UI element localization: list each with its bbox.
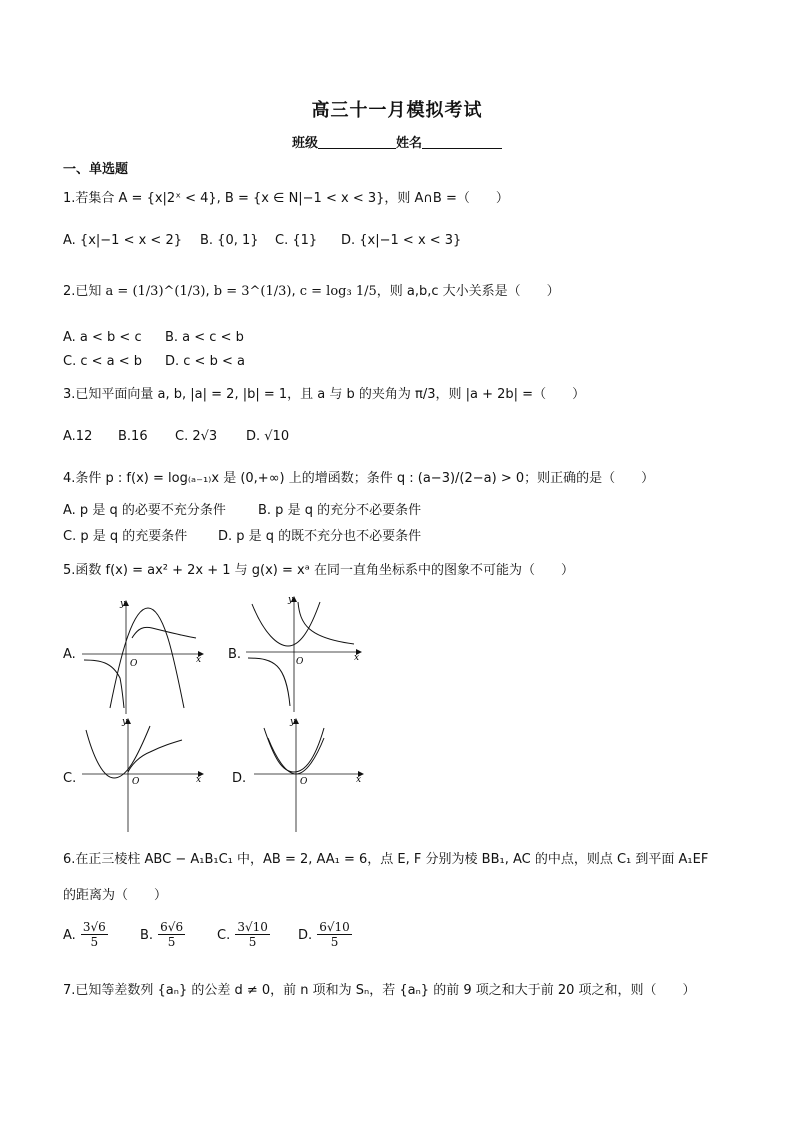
denominator: 5 bbox=[90, 935, 99, 949]
question-7-stem: 7.已知等差数列 {aₙ} 的公差 d ≠ 0，前 n 项和为 Sₙ，若 {aₙ} 的前 9 项之和大于前 20 项之和，则（ ） bbox=[63, 983, 696, 998]
power-curve-left bbox=[84, 660, 124, 708]
origin-label: O bbox=[130, 659, 138, 669]
question-6-stem-line2: 的距离为（ ） bbox=[63, 888, 168, 903]
q2-a-eq: a = (1/3)^(1/3) bbox=[105, 284, 206, 299]
section-heading: 一、单选题 bbox=[63, 162, 129, 177]
question-6-option-a bbox=[63, 920, 108, 949]
question-1-option-a: A. {x|−1 < x < 2} bbox=[63, 233, 182, 248]
question-4-option-c: C. p 是 q 的充要条件 bbox=[63, 529, 188, 544]
name-label: 姓名 bbox=[396, 136, 423, 151]
question-1-option-b: B. {0, 1} bbox=[200, 233, 259, 248]
x-axis-label: x bbox=[356, 775, 362, 785]
q5-graph-c bbox=[80, 716, 210, 834]
q2-c-eq: c = log₃ 1/5 bbox=[299, 284, 377, 299]
student-info bbox=[0, 132, 794, 151]
power-curve-left bbox=[248, 658, 290, 706]
numerator: 6√6 bbox=[160, 920, 184, 934]
x-axis-label: x bbox=[196, 775, 202, 785]
question-3-option-b: B.16 bbox=[118, 429, 148, 444]
question-4-option-b: B. p 是 q 的充分不必要条件 bbox=[258, 503, 422, 518]
numerator: 3√10 bbox=[237, 920, 268, 934]
question-6-option-d bbox=[298, 920, 352, 949]
question-2-option-a: A. a < b < c bbox=[63, 330, 142, 345]
question-3-option-c: C. 2√3 bbox=[175, 429, 218, 444]
exam-title: 高三十一月模拟考试 bbox=[311, 100, 483, 121]
parabola-curve bbox=[86, 726, 150, 778]
class-blank[interactable] bbox=[318, 136, 396, 149]
option-fraction bbox=[158, 920, 185, 949]
option-label: A. bbox=[63, 928, 76, 943]
q5-graph-b bbox=[244, 594, 368, 714]
question-4-stem: 4.条件 p : f(x) = log₍ₐ₋₁₎x 是 (0,+∞) 上的增函数；条件 q : (a−3)/(2−a) > 0；则正确的是（ ） bbox=[63, 471, 655, 486]
question-3-option-d: D. √10 bbox=[246, 429, 290, 444]
origin-label: O bbox=[132, 777, 140, 787]
x-axis-label: x bbox=[354, 653, 360, 663]
question-6-option-b bbox=[140, 920, 185, 949]
question-3-stem: 3.已知平面向量 a, b, |a| = 2, |b| = 1，且 a 与 b 的夹角为 π/3，则 |a + 2b| =（ ） bbox=[63, 387, 586, 402]
q5-label-a: A. bbox=[63, 647, 76, 662]
q2-b-eq: b = 3^(1/3) bbox=[213, 284, 292, 299]
origin-label: O bbox=[300, 777, 308, 787]
question-4-option-a: A. p 是 q 的必要不充分条件 bbox=[63, 503, 226, 518]
question-3-option-a: A.12 bbox=[63, 429, 93, 444]
q5-graph-a bbox=[80, 598, 210, 716]
parabola-curve bbox=[110, 608, 184, 708]
name-blank[interactable] bbox=[422, 136, 502, 149]
question-1-option-d: D. {x|−1 < x < 3} bbox=[341, 233, 462, 248]
option-label: C. bbox=[217, 928, 231, 943]
x-axis-label: x bbox=[196, 655, 202, 665]
option-fraction bbox=[81, 920, 108, 949]
y-axis-label: y bbox=[120, 599, 126, 609]
question-5-stem: 5.函数 f(x) = ax² + 2x + 1 与 g(x) = xᵃ 在同一直角坐标系中的图象不可能为（ ） bbox=[63, 563, 574, 578]
power-curve-right bbox=[298, 602, 354, 644]
option-label: B. bbox=[140, 928, 154, 943]
question-2-option-c: C. c < a < b bbox=[63, 354, 143, 369]
y-axis-label: y bbox=[290, 717, 296, 727]
denominator: 5 bbox=[248, 935, 257, 949]
numerator: 6√10 bbox=[319, 920, 350, 934]
q5-label-b: B. bbox=[228, 647, 242, 662]
q5-label-d: D. bbox=[232, 771, 247, 786]
option-fraction bbox=[317, 920, 352, 949]
q5-graph-d bbox=[250, 716, 370, 834]
parabola-curve bbox=[252, 602, 320, 646]
numerator: 3√6 bbox=[82, 920, 106, 934]
y-axis-label: y bbox=[288, 595, 294, 605]
question-6-option-c bbox=[217, 920, 270, 949]
question-2-stem: 2.已知 a = (1/3)^(1/3), b = 3^(1/3), c = log₃ 1/5，则 a,b,c 大小关系是（ ） bbox=[63, 284, 560, 299]
q2-suffix: ，则 a,b,c 大小关系是（ ） bbox=[376, 284, 560, 299]
option-fraction bbox=[235, 920, 270, 949]
power-curve-right bbox=[132, 627, 196, 638]
q5-label-c: C. bbox=[63, 771, 77, 786]
question-4-option-d: D. p 是 q 的既不充分也不必要条件 bbox=[218, 529, 422, 544]
denominator: 5 bbox=[167, 935, 176, 949]
q2-prefix: 2.已知 bbox=[63, 284, 102, 299]
question-6-stem-line1: 6.在正三棱柱 ABC − A₁B₁C₁ 中，AB = 2, AA₁ = 6，点 E, F 分别为棱 BB₁, AC 的中点，则点 C₁ 到平面 A₁EF bbox=[63, 852, 709, 867]
origin-label: O bbox=[296, 657, 304, 667]
question-2-option-b: B. a < c < b bbox=[165, 330, 244, 345]
class-label: 班级 bbox=[291, 136, 318, 151]
y-axis-label: y bbox=[122, 717, 128, 727]
question-1-option-c: C. {1} bbox=[275, 233, 318, 248]
option-label: D. bbox=[298, 928, 313, 943]
denominator: 5 bbox=[330, 935, 339, 949]
question-2-option-d: D. c < b < a bbox=[165, 354, 245, 369]
question-1-stem: 1.若集合 A = {x|2ˣ < 4}, B = {x ∈ N|−1 < x < 3}，则 A∩B =（ ） bbox=[63, 191, 509, 206]
